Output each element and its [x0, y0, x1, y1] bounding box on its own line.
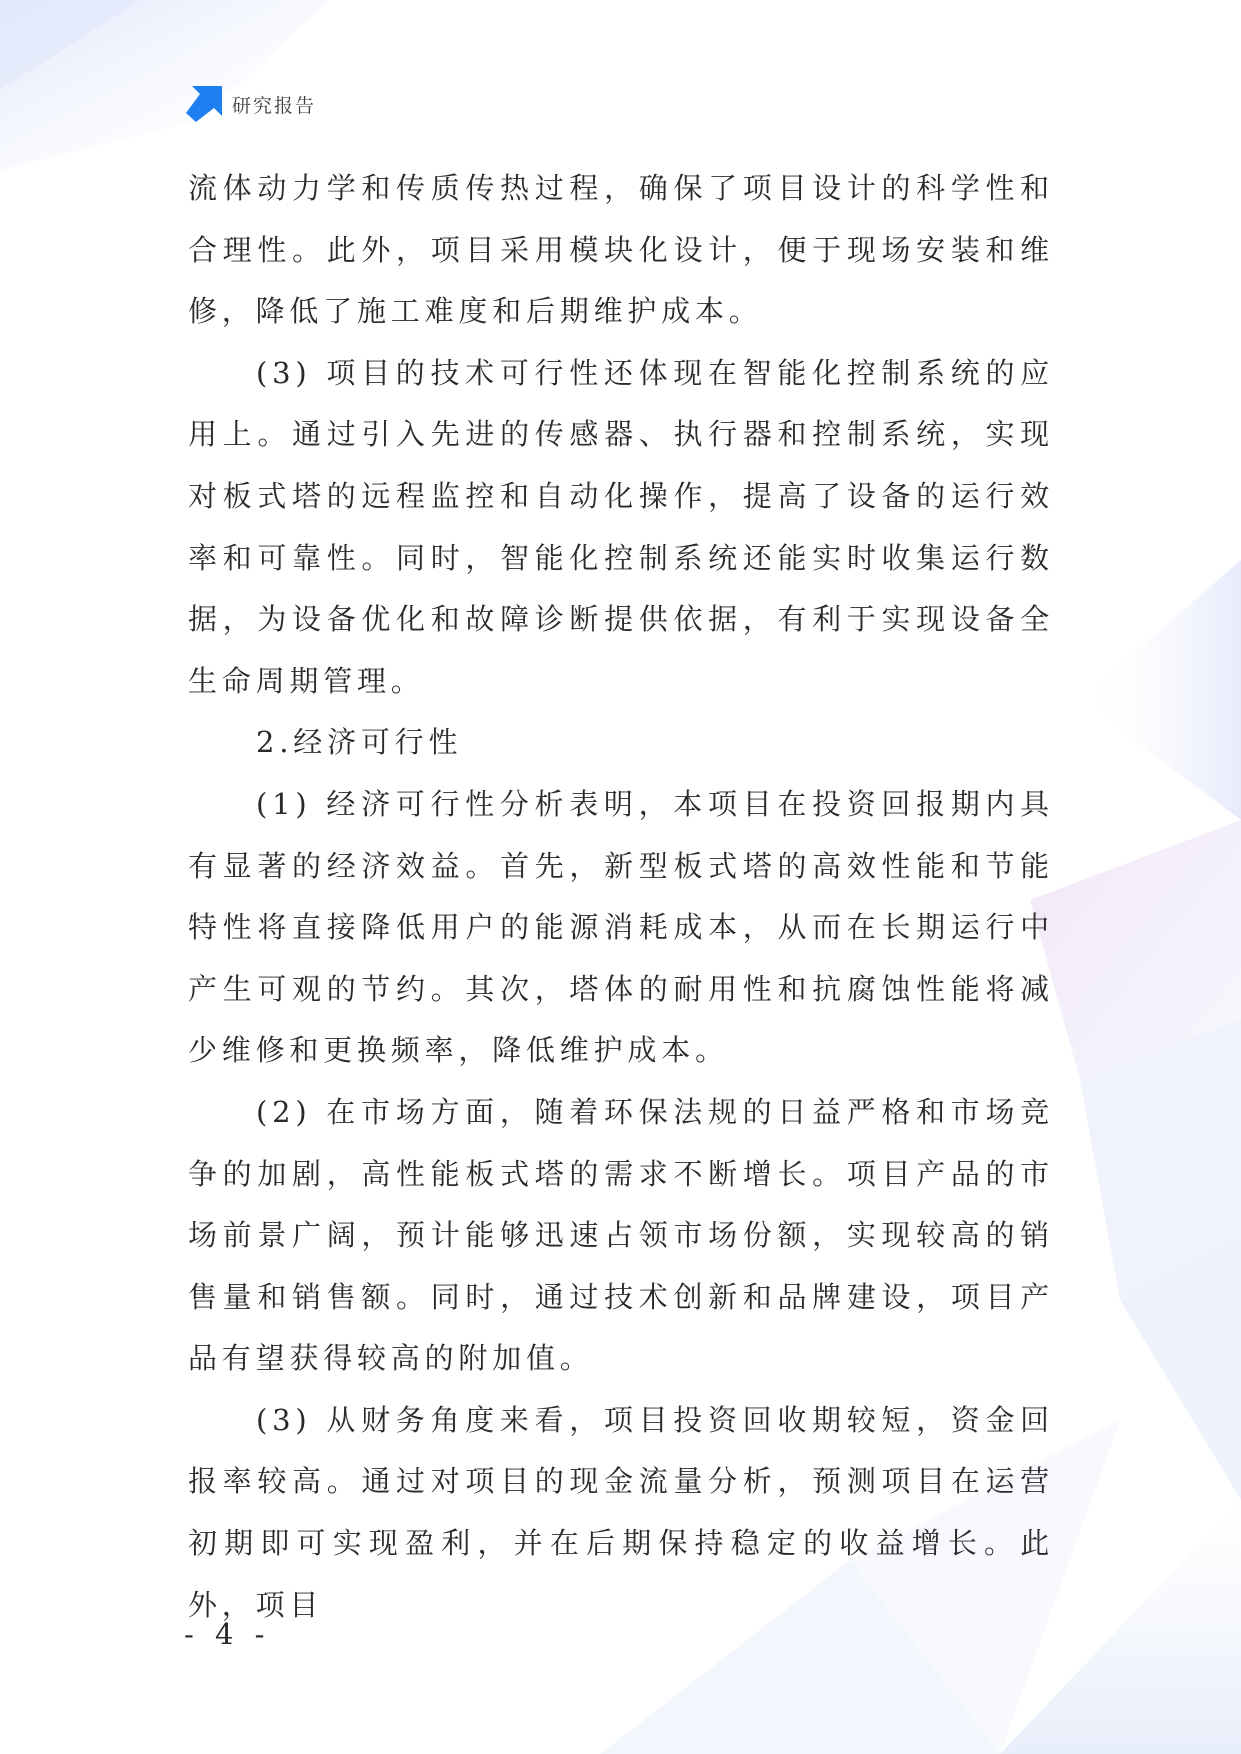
section-heading: 2.经济可行性 [256, 725, 463, 760]
paragraph: (1) 经济可行性分析表明，本项目在投资回报期内具有显著的经济效益。首先，新型板式塔的高效性能和节能特性将直接降低用户的能源消耗成本，从而在长期运行中产生可观的节约。其次，塔体的耐用性和抗腐蚀性能将减少维修和更换频率，降低维护成本。 [188, 786, 1054, 1068]
paragraph: (3) 从财务角度来看，项目投资回收期较短，资金回报率较高。通过对项目的现金流量分析，预测项目在运营初期即可实现盈利，并在后期保持稳定的收益增长。此外，项目 [188, 1402, 1054, 1622]
arrow-up-right-icon [186, 86, 222, 122]
header-title: 研究报告 [232, 94, 317, 117]
document-body [188, 158, 1054, 1636]
paragraph: 流体动力学和传质传热过程，确保了项目设计的科学性和合理性。此外，项目采用模块化设计，便于现场安装和维修，降低了施工难度和后期维护成本。 [188, 171, 1054, 329]
paragraph: (2) 在市场方面，随着环保法规的日益严格和市场竞争的加剧，高性能板式塔的需求不断增长。项目产品的市场前景广阔，预计能够迅速占领市场份额，实现较高的销售量和销售额。同时，通过技术创新和品牌建设，项目产品有望获得较高的附加值。 [188, 1094, 1054, 1376]
page-number: - 4 - [184, 1617, 271, 1651]
paragraph: (3) 项目的技术可行性还体现在智能化控制系统的应用上。通过引入先进的传感器、执行器和控制系统，实现对板式塔的远程监控和自动化操作，提高了设备的运行效率和可靠性。同时，智能化控制系统还能实时收集运行数据，为设备优化和故障诊断提供依据，有利于实现设备全生命周期管理。 [188, 355, 1054, 698]
report-header [186, 86, 316, 122]
